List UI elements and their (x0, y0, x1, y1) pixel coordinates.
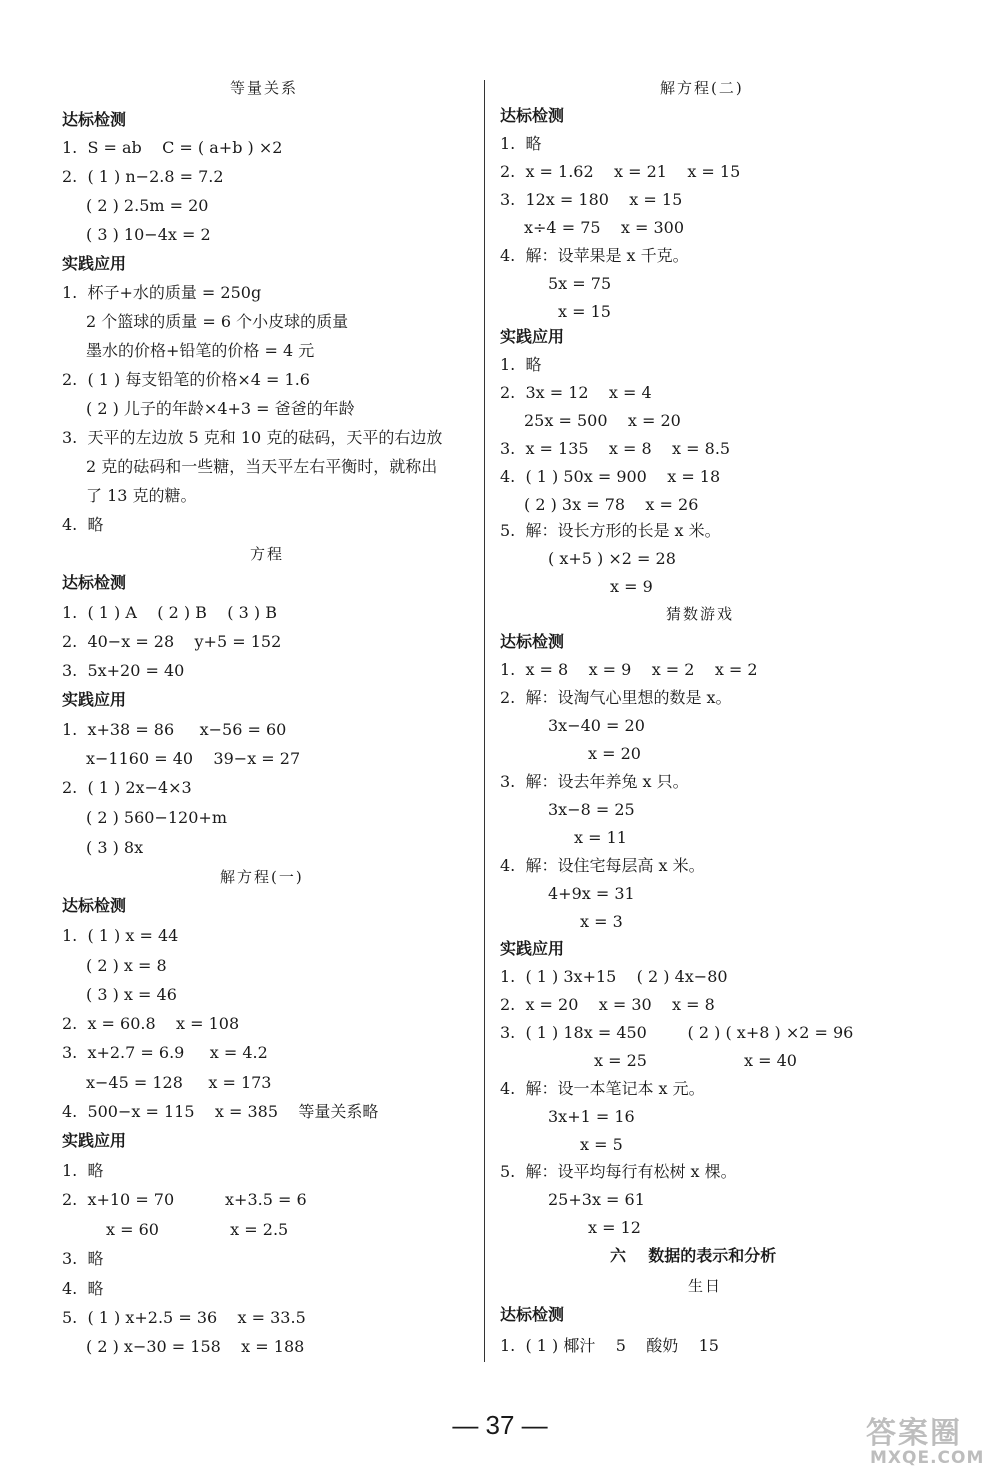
section-heading: 实践应用 (500, 327, 565, 346)
answer-line: 3. x+2.7 = 6.9 x = 4.2 (62, 1043, 268, 1062)
answer-line: 2 克的砝码和一些糖，当天平左右平衡时，就称出 (86, 457, 438, 476)
answer-line: 1. x+38 = 86 x−56 = 60 (62, 720, 287, 739)
answer-line: 5. ( 1 ) x+2.5 = 36 x = 33.5 (62, 1308, 306, 1327)
answer-line: ( 3 ) 10−4x = 2 (86, 225, 211, 244)
answer-line: 了 13 克的糖。 (86, 486, 197, 505)
answer-line: 2. 40−x = 28 y+5 = 152 (62, 632, 282, 651)
answer-line: x−45 = 128 x = 173 (86, 1073, 272, 1092)
answer-line: 4. 略 (62, 1279, 104, 1298)
section-heading: 实践应用 (62, 690, 127, 709)
answer-line: x = 11 (574, 828, 627, 847)
answer-line: x÷4 = 75 x = 300 (524, 218, 685, 237)
answer-line: 4. 解：设住宅每层高 x 米。 (500, 856, 705, 875)
answer-line: 1. ( 1 ) 3x+15 ( 2 ) 4x−80 (500, 967, 728, 986)
answer-line: 1. ( 1 ) A ( 2 ) B ( 3 ) B (62, 603, 277, 622)
answer-line: 4+9x = 31 (548, 884, 635, 903)
answer-line: x = 3 (580, 912, 623, 931)
answer-line: 1. x = 8 x = 9 x = 2 x = 2 (500, 660, 758, 679)
answer-line: ( 2 ) x = 8 (86, 956, 167, 975)
answer-line: 2. ( 1 ) 2x−4×3 (62, 778, 192, 797)
answer-line: ( 2 ) 560−120+m (86, 808, 227, 827)
answer-line: 2. ( 1 ) 每支铅笔的价格×4 = 1.6 (62, 370, 310, 389)
section-title: 生日 (688, 1277, 723, 1295)
answer-line: 25+3x = 61 (548, 1190, 645, 1209)
answer-line: x = 15 (558, 302, 611, 321)
answer-line: 1. 略 (500, 355, 542, 374)
answer-line: 25x = 500 x = 20 (524, 411, 681, 430)
section-heading: 六 数据的表示和分析 (610, 1246, 777, 1265)
answer-line: 4. 解：设一本笔记本 x 元。 (500, 1079, 705, 1098)
answer-line: 3. 略 (62, 1249, 104, 1268)
section-heading: 达标检测 (62, 573, 127, 592)
section-heading: 达标检测 (500, 1305, 565, 1324)
answer-line: 4. ( 1 ) 50x = 900 x = 18 (500, 467, 721, 486)
watermark-logo (866, 1408, 986, 1468)
answer-line: 5. 解：设平均每行有松树 x 棵。 (500, 1162, 737, 1181)
page-number: — 37 — (452, 1410, 548, 1440)
section-heading: 达标检测 (500, 632, 565, 651)
section-heading: 达标检测 (500, 106, 565, 125)
answer-line: 1. S = ab C = ( a+b ) ×2 (62, 138, 283, 157)
answer-line: x = 20 (588, 744, 641, 763)
answer-line: 1. 杯子+水的质量 = 250g (62, 283, 262, 302)
section-title: 方程 (250, 545, 285, 563)
answer-line: 2. x+10 = 70 x+3.5 = 6 (62, 1190, 307, 1209)
section-title: 猜数游戏 (666, 605, 735, 623)
answer-line: 3x+1 = 16 (548, 1107, 635, 1126)
answer-line: ( 2 ) 儿子的年龄×4+3 = 爸爸的年龄 (86, 399, 355, 418)
answer-line: x−1160 = 40 39−x = 27 (86, 749, 301, 768)
section-heading: 达标检测 (62, 110, 127, 129)
section-title: 解方程(二) (660, 79, 744, 97)
answer-line: 3x−8 = 25 (548, 800, 635, 819)
answer-line: 4. 500−x = 115 x = 385 等量关系略 (62, 1102, 379, 1121)
answer-line: 5x = 75 (548, 274, 612, 293)
answer-line: 3x−40 = 20 (548, 716, 645, 735)
watermark-url: MXQE.COM (870, 1448, 985, 1468)
answer-line: 3. 12x = 180 x = 15 (500, 190, 683, 209)
answer-line: 3. ( 1 ) 18x = 450 ( 2 ) ( x+8 ) ×2 = 96 (500, 1023, 854, 1042)
answer-line: 3. 5x+20 = 40 (62, 661, 185, 680)
answer-line: 2. x = 60.8 x = 108 (62, 1014, 240, 1033)
answer-line: 3. 天平的左边放 5 克和 10 克的砝码，天平的右边放 (62, 428, 443, 447)
answer-line: x = 9 (610, 577, 653, 596)
section-heading: 实践应用 (62, 1131, 127, 1150)
answer-line: 1. 略 (500, 134, 542, 153)
section-heading: 达标检测 (62, 896, 127, 915)
answer-line: ( 2 ) 2.5m = 20 (86, 196, 209, 215)
answer-line: 3. 解：设去年养兔 x 只。 (500, 772, 689, 791)
answer-line: x = 60 x = 2.5 (106, 1220, 289, 1239)
answer-line: 1. ( 1 ) 椰汁 5 酸奶 15 (500, 1336, 719, 1355)
watermark-text: 答案圈 (866, 1416, 962, 1451)
section-title: 等量关系 (230, 79, 299, 97)
answer-line: 墨水的价格+铅笔的价格 = 4 元 (86, 341, 315, 360)
answer-line: x = 40 (744, 1051, 797, 1070)
answer-line: 2. x = 1.62 x = 21 x = 15 (500, 162, 741, 181)
answer-line: ( 2 ) 3x = 78 x = 26 (524, 495, 699, 514)
section-heading: 实践应用 (500, 939, 565, 958)
answer-line: 2 个篮球的质量 = 6 个小皮球的质量 (86, 312, 349, 331)
answer-line: 2. 3x = 12 x = 4 (500, 383, 652, 402)
answer-line: 2. x = 20 x = 30 x = 8 (500, 995, 715, 1014)
answer-line: 3. x = 135 x = 8 x = 8.5 (500, 439, 731, 458)
answer-line: 5. 解：设长方形的长是 x 米。 (500, 521, 721, 540)
answer-line: 1. ( 1 ) x = 44 (62, 926, 179, 945)
answer-line: 2. 解：设淘气心里想的数是 x。 (500, 688, 732, 707)
answer-line: 2. ( 1 ) n−2.8 = 7.2 (62, 167, 224, 186)
section-heading: 实践应用 (62, 254, 127, 273)
answer-line: 4. 解：设苹果是 x 千克。 (500, 246, 689, 265)
answer-line: x = 12 (588, 1218, 641, 1237)
answer-line: 4. 略 (62, 515, 104, 534)
answer-line: ( 3 ) x = 46 (86, 985, 177, 1004)
answer-line: ( 2 ) x−30 = 158 x = 188 (86, 1337, 305, 1356)
answer-line: x = 5 (580, 1135, 623, 1154)
section-title: 解方程(一) (220, 868, 304, 886)
answer-line: ( 3 ) 8x (86, 838, 144, 857)
answer-line: ( x+5 ) ×2 = 28 (548, 549, 676, 568)
answer-line: 1. 略 (62, 1161, 104, 1180)
column-divider (484, 80, 485, 1362)
answer-line: x = 25 (594, 1051, 647, 1070)
